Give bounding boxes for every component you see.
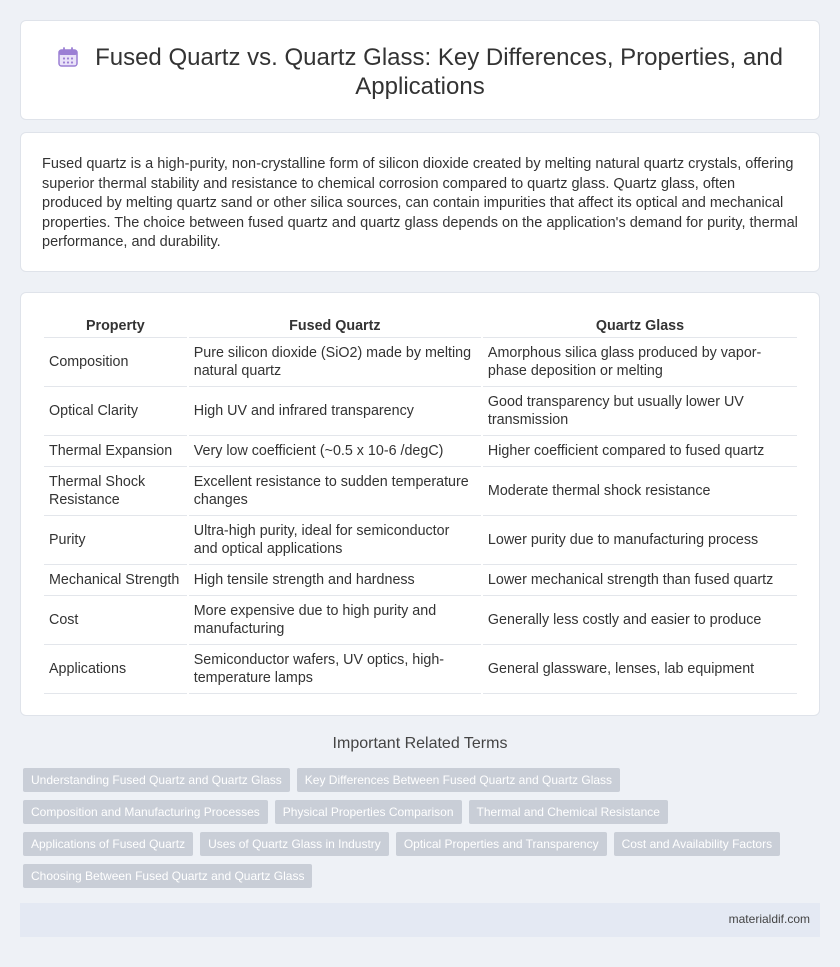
footer-site-link[interactable]: materialdif.com bbox=[728, 912, 810, 926]
page-title-wrap bbox=[21, 43, 819, 101]
table-header-cell: Fused Quartz bbox=[189, 315, 481, 338]
table-cell: Good transparency but usually lower UV transmission bbox=[483, 387, 797, 436]
table-cell: High UV and infrared transparency bbox=[189, 387, 481, 436]
table-cell: Generally less costly and easier to produce bbox=[483, 596, 797, 645]
table-row bbox=[44, 436, 797, 467]
table-cell: Composition bbox=[44, 338, 187, 387]
comparison-table-card bbox=[20, 292, 820, 716]
table-header-row bbox=[44, 315, 797, 338]
title-card bbox=[20, 20, 820, 120]
table-row bbox=[44, 596, 797, 645]
related-term-tag[interactable]: Understanding Fused Quartz and Quartz Glass bbox=[23, 768, 290, 792]
related-terms-title: Important Related Terms bbox=[332, 735, 508, 752]
table-cell: Mechanical Strength bbox=[44, 565, 187, 596]
table-row bbox=[44, 516, 797, 565]
related-term-tag[interactable]: Uses of Quartz Glass in Industry bbox=[200, 832, 389, 856]
table-row bbox=[44, 467, 797, 516]
related-term-tag[interactable]: Thermal and Chemical Resistance bbox=[469, 800, 668, 824]
table-cell: Semiconductor wafers, UV optics, high-temperature lamps bbox=[189, 645, 481, 694]
table-cell: Optical Clarity bbox=[44, 387, 187, 436]
table-cell: Lower purity due to manufacturing process bbox=[483, 516, 797, 565]
table-cell: Thermal Expansion bbox=[44, 436, 187, 467]
table-cell: Excellent resistance to sudden temperature changes bbox=[189, 467, 481, 516]
page-title: Fused Quartz vs. Quartz Glass: Key Differences, Properties, and Applications bbox=[95, 44, 783, 100]
table-cell: Moderate thermal shock resistance bbox=[483, 467, 797, 516]
table-header-cell: Quartz Glass bbox=[483, 315, 797, 338]
table-row bbox=[44, 338, 797, 387]
table-header-cell: Property bbox=[44, 315, 187, 338]
related-term-tag[interactable]: Optical Properties and Transparency bbox=[396, 832, 607, 856]
table-cell: Higher coefficient compared to fused quartz bbox=[483, 436, 797, 467]
table-cell: Purity bbox=[44, 516, 187, 565]
related-term-tag[interactable]: Choosing Between Fused Quartz and Quartz Glass bbox=[23, 864, 312, 888]
table-cell: Applications bbox=[44, 645, 187, 694]
calendar-icon bbox=[57, 46, 79, 68]
table-cell: Cost bbox=[44, 596, 187, 645]
table-cell: Amorphous silica glass produced by vapor-phase deposition or melting bbox=[483, 338, 797, 387]
table-cell: Pure silicon dioxide (SiO2) made by melting natural quartz bbox=[189, 338, 481, 387]
table-cell: Thermal Shock Resistance bbox=[44, 467, 187, 516]
intro-paragraph: Fused quartz is a high-purity, non-crystalline form of silicon dioxide created by melting natural quartz crystals, offering superior thermal stability and resistance to chemical corrosion compared to quartz glass. Quartz glass, often produced by melting quartz sand or other silica sources, can contain impurities that affect its optical and mechanical properties. The choice between fused quartz and quartz glass depends on the application's demand for purity, thermal performance, and durability. bbox=[42, 156, 798, 251]
related-term-tag[interactable]: Physical Properties Comparison bbox=[275, 800, 462, 824]
footer-bar bbox=[20, 903, 820, 937]
intro-card bbox=[20, 132, 820, 272]
related-term-tag[interactable]: Cost and Availability Factors bbox=[614, 832, 781, 856]
table-cell: General glassware, lenses, lab equipment bbox=[483, 645, 797, 694]
table-row bbox=[44, 645, 797, 694]
comparison-table bbox=[42, 315, 799, 694]
table-cell: High tensile strength and hardness bbox=[189, 565, 481, 596]
table-cell: Ultra-high purity, ideal for semiconductor and optical applications bbox=[189, 516, 481, 565]
related-terms-list bbox=[23, 768, 813, 888]
related-term-tag[interactable]: Key Differences Between Fused Quartz and Quartz Glass bbox=[297, 768, 620, 792]
table-row bbox=[44, 387, 797, 436]
table-row bbox=[44, 565, 797, 596]
table-cell: Lower mechanical strength than fused quartz bbox=[483, 565, 797, 596]
related-term-tag[interactable]: Applications of Fused Quartz bbox=[23, 832, 193, 856]
table-cell: Very low coefficient (~0.5 x 10-6 /degC) bbox=[189, 436, 481, 467]
related-term-tag[interactable]: Composition and Manufacturing Processes bbox=[23, 800, 268, 824]
table-cell: More expensive due to high purity and manufacturing bbox=[189, 596, 481, 645]
